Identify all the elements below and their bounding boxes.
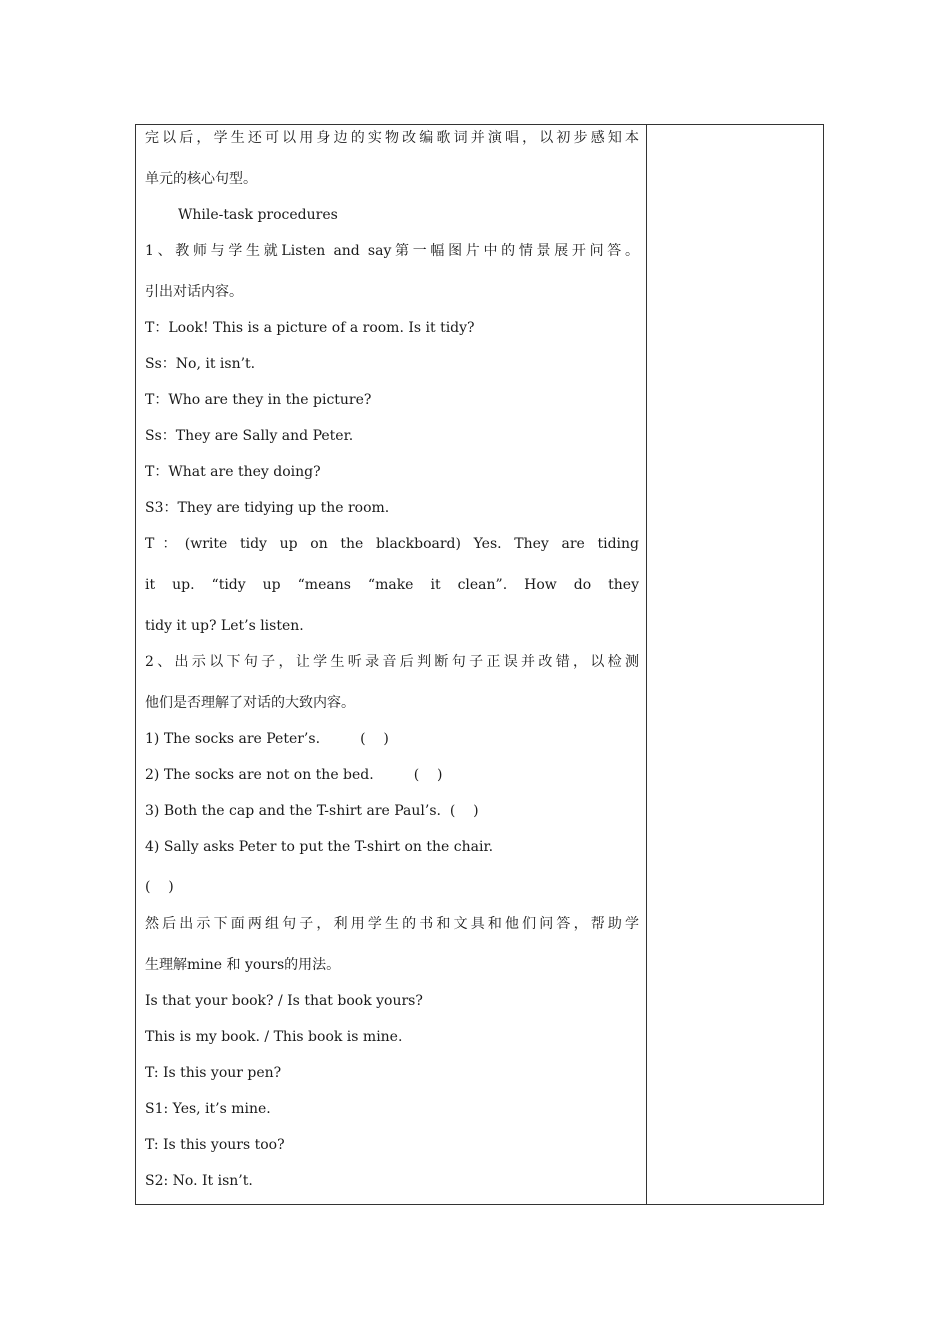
section-heading: While-task procedures [178, 207, 338, 223]
dialogue-line: T: Is this yours too? [145, 1137, 285, 1153]
dialogue-line: T：What are they doing? [145, 464, 321, 480]
example-sentence: Is that your book? / Is that book yours? [145, 993, 423, 1009]
dialogue-line: it up. “tidy up “means “make it clean”. How do they [145, 577, 639, 593]
text-line: 1、教师与学生就Listen and say第一幅图片中的情景展开问答。 [145, 243, 639, 259]
dialogue-line: tidy it up? Let’s listen. [145, 618, 304, 634]
column-divider [646, 124, 647, 1205]
text-line: 生理解mine 和 yours的用法。 [145, 957, 341, 973]
dialogue-line: S2: No. It isn’t. [145, 1173, 253, 1189]
exercise-item: 4) Sally asks Peter to put the T-shirt on the chair. [145, 839, 494, 855]
text-line: 引出对话内容。 [145, 284, 243, 300]
text-line: 他们是否理解了对话的大致内容。 [145, 695, 355, 711]
text-line: 2、出示以下句子，让学生听录音后判断句子正误并改错，以检测 [145, 654, 639, 670]
text-line: 然后出示下面两组句子，利用学生的书和文具和他们问答，帮助学 [145, 916, 639, 932]
dialogue-line: T：(write tidy up on the blackboard) Yes. They are tiding [145, 536, 639, 552]
dialogue-line: S3：They are tidying up the room. [145, 500, 390, 516]
dialogue-line: Ss：They are Sally and Peter. [145, 428, 354, 444]
exercise-item: 2) The socks are not on the bed. ( ) [145, 767, 443, 783]
dialogue-line: Ss：No, it isn’t. [145, 356, 256, 372]
exercise-item: 1) The socks are Peter’s. ( ) [145, 731, 389, 747]
exercise-item: 3) Both the cap and the T-shirt are Paul’s. ( ) [145, 803, 479, 819]
exercise-item: ( ) [145, 879, 174, 895]
example-sentence: This is my book. / This book is mine. [145, 1029, 403, 1045]
text-line: 单元的核心句型。 [145, 171, 257, 187]
dialogue-line: T: Is this your pen? [145, 1065, 282, 1081]
dialogue-line: T：Look! This is a picture of a room. Is it tidy? [145, 320, 475, 336]
dialogue-line: T：Who are they in the picture? [145, 392, 372, 408]
text-line: 完以后，学生还可以用身边的实物改编歌词并演唱，以初步感知本 [145, 130, 639, 146]
dialogue-line: S1: Yes, it’s mine. [145, 1101, 271, 1117]
